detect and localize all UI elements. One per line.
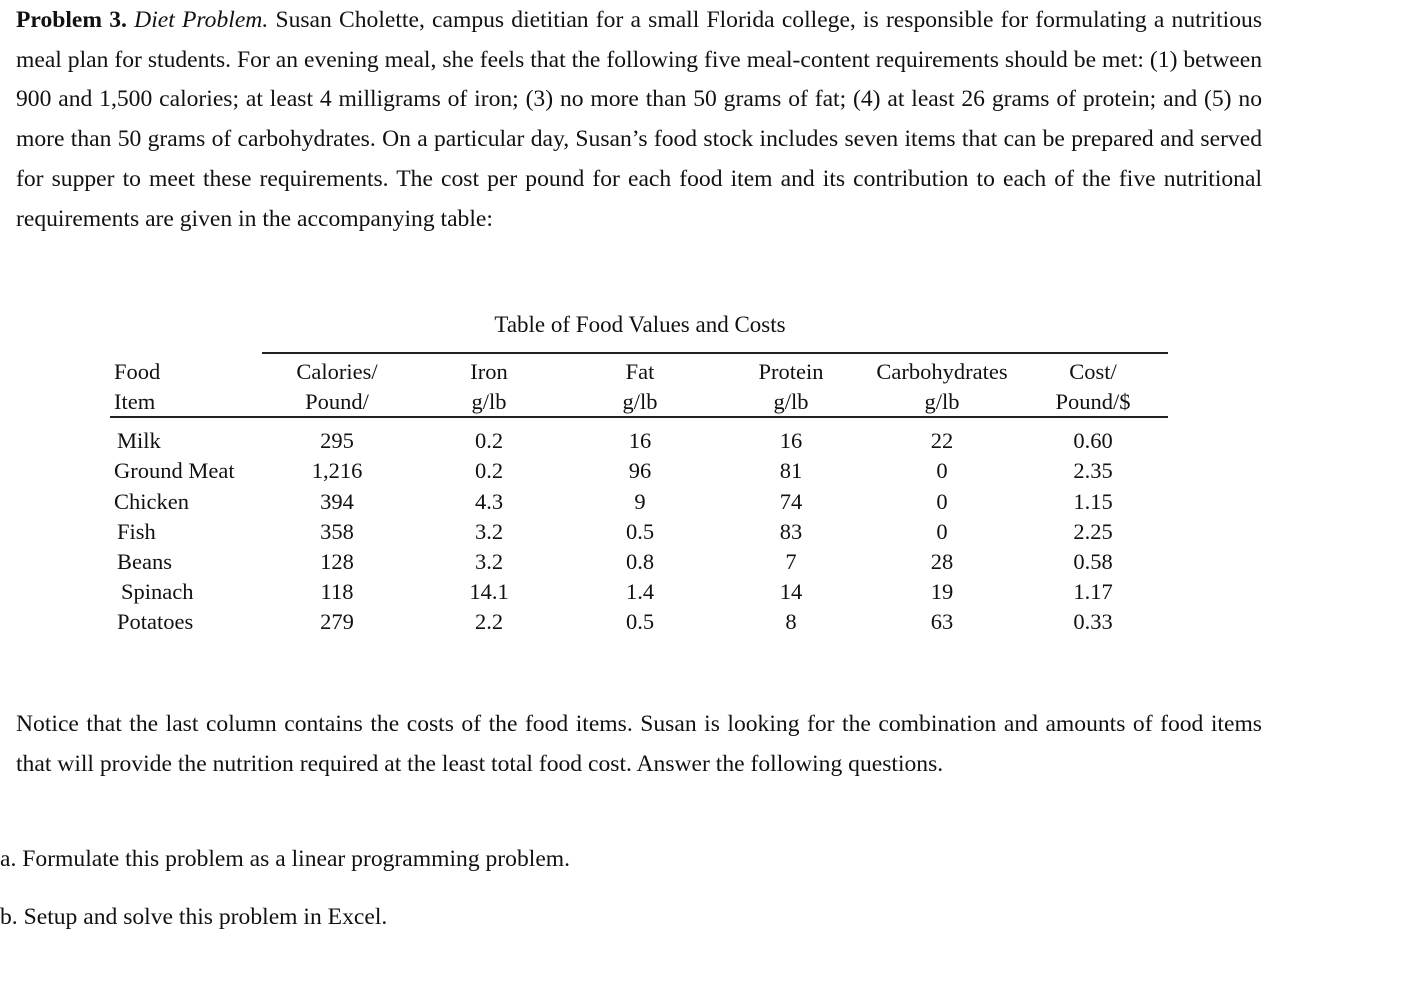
table-cell-calories: 1,216 (311, 458, 363, 483)
table-cell-protein: 7 (785, 549, 797, 574)
problem-intro: Susan Cholette, campus dietitian for a small Florida college, is responsible for formulating a nutritious meal plan for students. For an evening meal, she feels that the following five meal-content requirements should be met: (1) between 900 and 1,500 calories; at least 4 milligrams of iron; (3) no more than 50 grams of fat; (4) at least 26 grams of protein; and (5) no more than 50 grams of carbohydrates. On a particular day, Susan’s food stock includes seven items that can be prepared and served for supper to meet these requirements. The cost per pound for each food item and its contribution to each of the five nutritional requirements are given in the accompanying table: (16, 7, 1262, 232)
problem-statement (16, 1, 1262, 239)
notice-paragraph: Notice that the last column contains the costs of the food items. Susan is looking for the combination and amounts of food items that will provide the nutrition required at the least total food cost. Answer the following questions. (16, 711, 1262, 777)
table-header-rule (110, 416, 1168, 418)
table-cell-cost: 0.33 (1073, 609, 1113, 634)
table-row-item: Ground Meat (114, 458, 235, 483)
header-protein-unit: g/lb (773, 389, 809, 414)
header-calories: Calories/ (296, 359, 378, 384)
table-cell-fat: 96 (628, 458, 652, 483)
table-row-item: Fish (117, 519, 156, 544)
header-food-item: Food (114, 359, 161, 384)
table-cell-fat: 0.5 (625, 519, 655, 544)
table-cell-iron: 14.1 (469, 579, 509, 604)
header-carbohydrates-unit: g/lb (924, 389, 960, 414)
table-cell-carbohydrates: 0 (936, 519, 948, 544)
question-b: b. Setup and solve this problem in Excel. (0, 904, 388, 930)
header-food-item-unit: Item (114, 389, 156, 414)
table-caption: Table of Food Values and Costs (494, 312, 786, 337)
table-cell-carbohydrates: 19 (930, 579, 954, 604)
table-cell-fat: 0.8 (625, 549, 655, 574)
table-cell-calories: 279 (320, 609, 354, 634)
table-cell-calories: 128 (320, 549, 354, 574)
table-cell-protein: 83 (779, 519, 803, 544)
header-protein: Protein (758, 359, 824, 384)
table-cell-carbohydrates: 63 (930, 609, 954, 634)
table-row-item: Spinach (121, 579, 194, 604)
problem-title: Diet Problem. (134, 7, 269, 33)
table-cell-fat: 0.5 (625, 609, 655, 634)
table-cell-protein: 74 (779, 489, 803, 514)
table-cell-carbohydrates: 28 (930, 549, 954, 574)
table-cell-fat: 1.4 (625, 579, 655, 604)
table-cell-cost: 2.35 (1073, 458, 1113, 483)
header-cost: Cost/ (1069, 359, 1117, 384)
table-cell-iron: 2.2 (474, 609, 504, 634)
table-cell-iron: 3.2 (474, 519, 504, 544)
table-cell-cost: 1.15 (1073, 489, 1113, 514)
table-cell-cost: 1.17 (1073, 579, 1113, 604)
table-cell-iron: 3.2 (474, 549, 504, 574)
table-top-rule (262, 352, 1168, 354)
header-fat-unit: g/lb (622, 389, 658, 414)
table-cell-carbohydrates: 0 (936, 458, 948, 483)
header-calories-unit: Pound/ (305, 389, 369, 414)
table-cell-iron: 4.3 (474, 489, 504, 514)
table-cell-cost: 2.25 (1073, 519, 1113, 544)
header-iron: Iron (470, 359, 508, 384)
table-cell-iron: 0.2 (474, 458, 504, 483)
table-row-item: Chicken (114, 489, 189, 514)
table-row-item: Milk (117, 428, 161, 453)
table-cell-fat: 9 (634, 489, 646, 514)
table-cell-cost: 0.60 (1073, 428, 1113, 453)
header-carbohydrates: Carbohydrates (876, 359, 1008, 384)
header-cost-unit: Pound/$ (1055, 389, 1131, 414)
table-row-item: Beans (117, 549, 172, 574)
table-cell-calories: 358 (320, 519, 354, 544)
header-iron-unit: g/lb (471, 389, 507, 414)
table-cell-calories: 394 (320, 489, 354, 514)
table-cell-carbohydrates: 0 (936, 489, 948, 514)
table-cell-fat: 16 (628, 428, 652, 453)
table-row-item: Potatoes (117, 609, 194, 634)
table-cell-protein: 14 (779, 579, 803, 604)
table-cell-iron: 0.2 (474, 428, 504, 453)
table-cell-cost: 0.58 (1073, 549, 1113, 574)
table-cell-protein: 81 (779, 458, 803, 483)
table-cell-protein: 16 (779, 428, 803, 453)
table-cell-carbohydrates: 22 (930, 428, 954, 453)
problem-label: Problem 3. (16, 7, 127, 33)
table-cell-protein: 8 (785, 609, 797, 634)
table-cell-calories: 118 (320, 579, 354, 604)
question-a: a. Formulate this problem as a linear programming problem. (0, 846, 571, 872)
table-cell-calories: 295 (320, 428, 354, 453)
header-fat: Fat (625, 359, 655, 384)
